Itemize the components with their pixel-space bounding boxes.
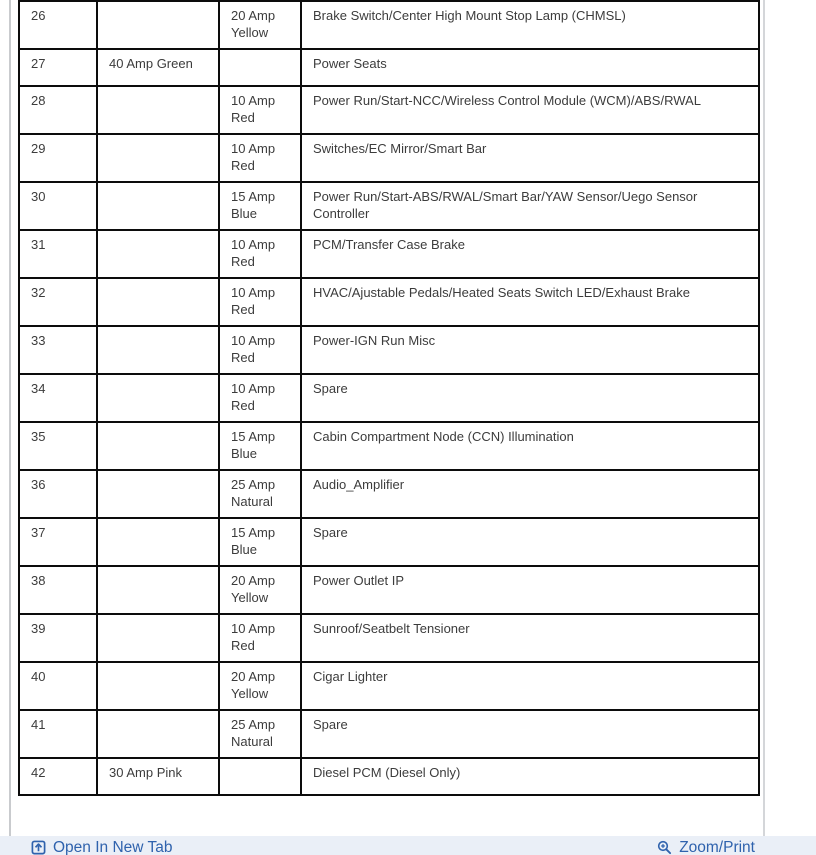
description-cell: Spare [301,518,759,566]
fuse-number-cell: 36 [19,470,97,518]
page-edge-right-line [763,0,765,836]
description-cell: Power Seats [301,49,759,86]
cartridge-fuse-cell [97,1,219,49]
description-cell: Power Outlet IP [301,566,759,614]
description-cell: Cigar Lighter [301,662,759,710]
fuse-number-cell: 26 [19,1,97,49]
open-in-new-tab-label: Open In New Tab [53,839,173,855]
mini-fuse-cell: 10 Amp Red [219,326,301,374]
description-cell: Power Run/Start-NCC/Wireless Control Module (WCM)/ABS/RWAL [301,86,759,134]
fuse-number-cell: 35 [19,422,97,470]
table-row [19,49,759,86]
description-cell: Diesel PCM (Diesel Only) [301,758,759,795]
mini-fuse-cell: 15 Amp Blue [219,422,301,470]
description-cell: HVAC/Ajustable Pedals/Heated Seats Switch LED/Exhaust Brake [301,278,759,326]
table-row [19,86,759,134]
table-row [19,518,759,566]
table-row [19,278,759,326]
table-row [19,1,759,49]
mini-fuse-cell [219,758,301,795]
description-cell: Audio_Amplifier [301,470,759,518]
mini-fuse-cell: 25 Amp Natural [219,470,301,518]
cartridge-fuse-cell: 30 Amp Pink [97,758,219,795]
mini-fuse-cell: 20 Amp Yellow [219,1,301,49]
fuse-number-cell: 41 [19,710,97,758]
cartridge-fuse-cell [97,662,219,710]
cartridge-fuse-cell: 40 Amp Green [97,49,219,86]
fuse-number-cell: 32 [19,278,97,326]
fuse-number-cell: 34 [19,374,97,422]
cartridge-fuse-cell [97,566,219,614]
fuse-number-cell: 42 [19,758,97,795]
fuse-number-cell: 37 [19,518,97,566]
fuse-table-body [19,0,759,795]
fuse-number-cell: 33 [19,326,97,374]
fuse-number-cell: 27 [19,49,97,86]
mini-fuse-cell: 25 Amp Natural [219,710,301,758]
open-in-new-tab-icon [31,840,46,855]
cartridge-fuse-cell [97,470,219,518]
table-row [19,422,759,470]
cartridge-fuse-cell [97,134,219,182]
mini-fuse-cell [219,49,301,86]
fuse-number-cell: 29 [19,134,97,182]
cartridge-fuse-cell [97,374,219,422]
cartridge-fuse-cell [97,422,219,470]
cartridge-fuse-cell [97,518,219,566]
description-cell: Brake Switch/Center High Mount Stop Lamp (CHMSL) [301,1,759,49]
zoom-print-link[interactable] [657,839,755,855]
table-row [19,614,759,662]
cartridge-fuse-cell [97,86,219,134]
cartridge-fuse-cell [97,230,219,278]
table-row [19,710,759,758]
cartridge-fuse-cell [97,710,219,758]
table-row [19,470,759,518]
table-row [19,758,759,795]
mini-fuse-cell: 15 Amp Blue [219,518,301,566]
fuse-number-cell: 39 [19,614,97,662]
description-cell: Power-IGN Run Misc [301,326,759,374]
fuse-number-cell: 38 [19,566,97,614]
cartridge-fuse-cell [97,326,219,374]
mini-fuse-cell: 10 Amp Red [219,86,301,134]
mini-fuse-cell: 10 Amp Red [219,230,301,278]
fuse-number-cell: 30 [19,182,97,230]
table-row [19,566,759,614]
mini-fuse-cell: 15 Amp Blue [219,182,301,230]
description-cell: Power Run/Start-ABS/RWAL/Smart Bar/YAW Sensor/Uego Sensor Controller [301,182,759,230]
page-edge-left-line [9,0,11,836]
mini-fuse-cell: 10 Amp Red [219,614,301,662]
table-row [19,134,759,182]
description-cell: PCM/Transfer Case Brake [301,230,759,278]
mini-fuse-cell: 10 Amp Red [219,134,301,182]
mini-fuse-cell: 20 Amp Yellow [219,662,301,710]
description-cell: Switches/EC Mirror/Smart Bar [301,134,759,182]
zoom-magnifier-plus-icon [657,840,672,855]
cartridge-fuse-cell [97,182,219,230]
table-row [19,230,759,278]
table-row [19,326,759,374]
description-cell: Sunroof/Seatbelt Tensioner [301,614,759,662]
description-cell: Spare [301,710,759,758]
mini-fuse-cell: 10 Amp Red [219,374,301,422]
footer-bar [0,836,816,855]
fuse-table [18,0,760,796]
mini-fuse-cell: 20 Amp Yellow [219,566,301,614]
fuse-number-cell: 40 [19,662,97,710]
description-cell: Cabin Compartment Node (CCN) Illumination [301,422,759,470]
table-row [19,662,759,710]
fuse-number-cell: 28 [19,86,97,134]
cartridge-fuse-cell [97,614,219,662]
description-cell: Spare [301,374,759,422]
fuse-number-cell: 31 [19,230,97,278]
table-row [19,374,759,422]
cartridge-fuse-cell [97,278,219,326]
open-in-new-tab-link[interactable] [31,839,172,855]
mini-fuse-cell: 10 Amp Red [219,278,301,326]
table-row [19,182,759,230]
zoom-print-label: Zoom/Print [679,839,755,855]
